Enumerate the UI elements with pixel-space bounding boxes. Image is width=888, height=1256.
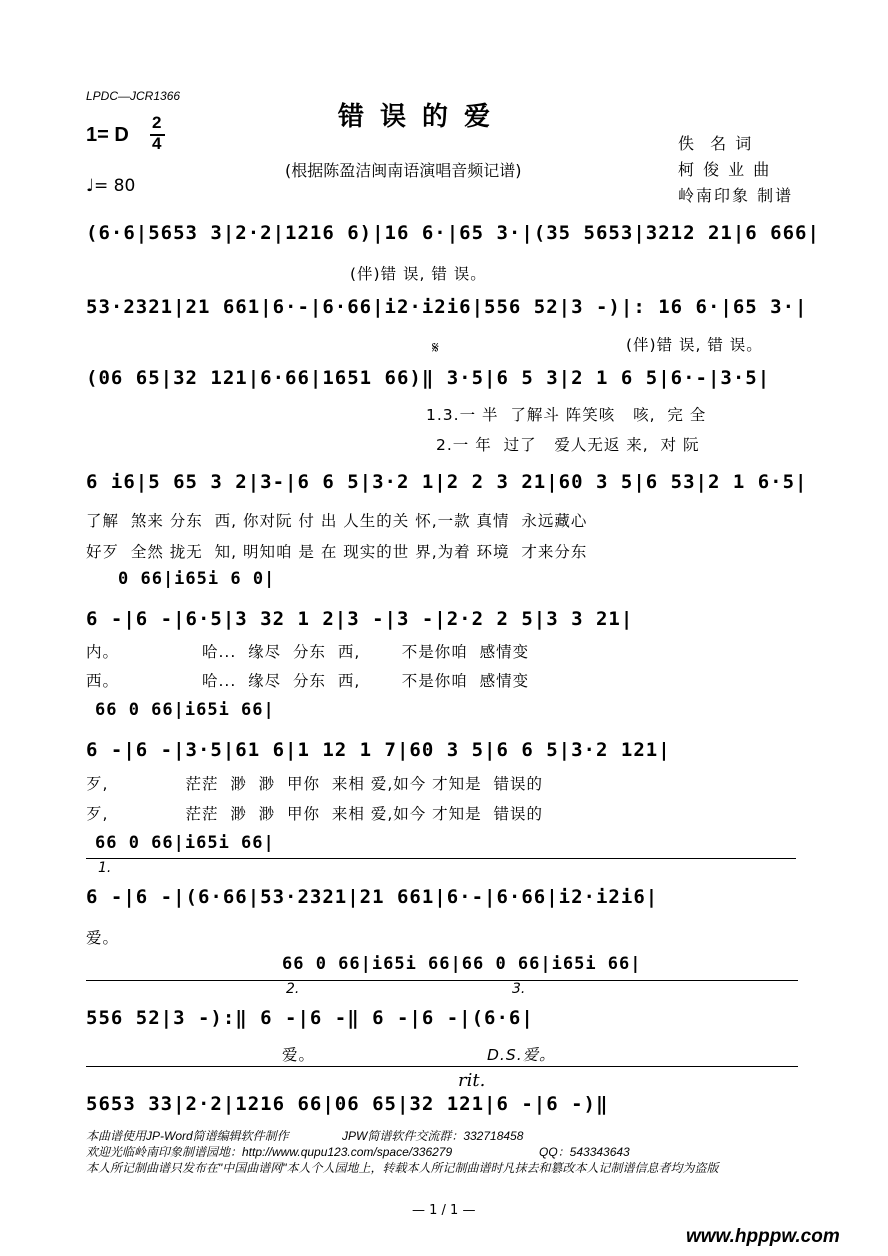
lyric-line-4-verse-1: 了解 煞来 分东 西, 你对阮 付 出 人生的关 怀,一款 真情 永远藏心 [86, 512, 588, 530]
footer-software: 本曲谱使用JP-Word简谱编辑软件制作 [86, 1129, 289, 1143]
volta-1-bracket [86, 858, 796, 859]
lyric-line-6-verse-2: 歹, 茫茫 渺 渺 甲你 来相 爱,如今 才知是 错误的 [86, 805, 544, 823]
lyric-line-1: (伴)错 误, 错 误。 [350, 265, 487, 283]
volta-2-bracket [86, 980, 798, 981]
score-line-4: 6 i6|5 65 3 2|3-|6 6 5|3·2 1|2 2 3 21|60 3 5|6 53|2 1 6·5| [86, 471, 808, 493]
ritardando-marking: rit. [458, 1070, 486, 1091]
footer-copyright: 本人所记制曲谱只发布在"中国曲谱网"本人个人园地上，转载本人所记制曲谱时凡抹去和篡改本人记制谱信息者均为盗版 [86, 1161, 719, 1175]
score-line-1: (6·6|5653 3|2·2|1216 6)|16 6·|65 3·|(35 5653|3212 21|6 666| [86, 222, 820, 244]
score-line-8: 556 52|3 -):‖ 6 -|6 -‖ 6 -|6 -|(6·6| [86, 1007, 534, 1029]
harmony-line-5: 0 66|i65i 6 0| [118, 569, 276, 589]
time-signature-bottom: 4 [152, 134, 162, 153]
score-line-5: 6 -|6 -|6·5|3 32 1 2|3 -|3 -|2·2 2 5|3 3 21| [86, 608, 634, 630]
page-number: — 1 / 1 — [412, 1203, 476, 1218]
lyric-line-3-verse-2: 2.一 年 过了 爱人无返 来, 对 阮 [436, 436, 700, 454]
arranger: 岭南印象 制谱 [678, 186, 794, 205]
score-line-9: 5653 33|2·2|1216 66|06 65|32 121|6 -|6 -)‖ [86, 1093, 609, 1115]
volta-3-label: 3. [512, 981, 526, 997]
rit-bracket [86, 1066, 798, 1067]
score-line-3: (06 65|32 121|6·66|1651 66)‖ 3·5|6 5 3|2 1 6 5|6·-|3·5| [86, 367, 771, 389]
lyric-line-8-b: D.S.爱。 [487, 1046, 556, 1064]
volta-2-label: 2. [286, 981, 300, 997]
score-line-6: 6 -|6 -|3·5|61 6|1 12 1 7|60 3 5|6 6 5|3·2 121| [86, 739, 671, 761]
tempo-marking: ♩= 80 [86, 176, 136, 196]
footer-welcome-link: 欢迎光临岭南印象制谱园地：http://www.qupu123.com/space/336279 [86, 1145, 453, 1159]
harmony-line-7: 66 0 66|i65i 66| [95, 833, 275, 853]
lyric-line-3-verse-1: 1.3.一 半 了解斗 阵笑咳 咳, 完 全 [426, 406, 707, 424]
harmony-line-8: 66 0 66|i65i 66|66 0 66|i65i 66| [282, 954, 642, 974]
lyric-line-8-a: 爱。 [282, 1046, 316, 1064]
segno-sign: 𝄋 [432, 338, 439, 357]
lyric-line-6-verse-1: 歹, 茫茫 渺 渺 甲你 来相 爱,如今 才知是 错误的 [86, 775, 544, 793]
subtitle: (根据陈盈洁闽南语演唱音频记谱) [285, 161, 522, 180]
score-line-7: 6 -|6 -|(6·66|53·2321|21 661|6·-|6·66|i2·i2i6| [86, 886, 659, 908]
score-line-2: 53·2321|21 661|6·-|6·66|i2·i2i6|556 52|3 -)|: 16 6·|65 3·| [86, 296, 808, 318]
key-signature: 1= D [86, 124, 129, 146]
lyricist: 佚 名 词 [678, 134, 754, 153]
website-watermark: www.hpppw.com [686, 1226, 840, 1247]
footer-group: JPW简谱软件交流群：332718458 [342, 1129, 524, 1143]
time-signature-top: 2 [152, 113, 162, 132]
composer: 柯 俊 业 曲 [678, 160, 772, 179]
lyric-line-2: (伴)错 误, 错 误。 [626, 336, 763, 354]
harmony-line-6: 66 0 66|i65i 66| [95, 700, 275, 720]
lyric-line-7: 爱。 [86, 929, 120, 947]
lyric-line-4-verse-2: 好歹 全然 拢无 知, 明知咱 是 在 现实的世 界,为着 环境 才来分东 [86, 543, 588, 561]
footer-qq: QQ：543343643 [539, 1145, 630, 1159]
song-title: 错误的爱 [338, 102, 507, 132]
volta-1-label: 1. [98, 860, 112, 876]
catalog-code: LPDC—JCR1366 [86, 89, 181, 103]
lyric-line-5-verse-1: 内。 哈... 缘尽 分东 西, 不是你咱 感情变 [86, 643, 530, 661]
lyric-line-5-verse-2: 西。 哈... 缘尽 分东 西, 不是你咱 感情变 [86, 672, 530, 690]
